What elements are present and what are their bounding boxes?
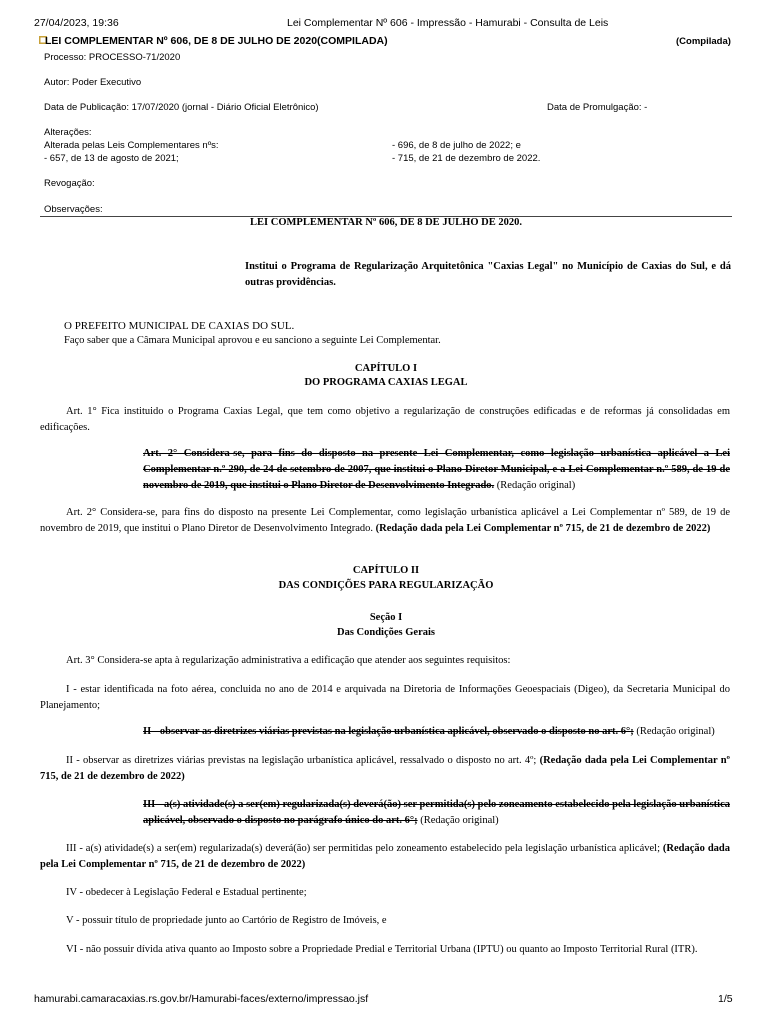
struck-text: III - a(s) atividade(s) a ser(em) regularizada(s) deverá(ão) ser permitida(s) pelo zoneamento estabelecido pela legislação urbanística aplicável, observado o disposto no parágrafo único do art. 6°;	[143, 799, 730, 826]
chapter-title: DAS CONDIÇÕES PARA REGULARIZAÇÃO	[278, 580, 494, 591]
inciso-1: I - estar identificada na foto aérea, concluida no ano de 2014 e arquivada na Diretoria de Informações Geoespaciais (Digeo), da Secretaria Municipal do Planejamento;	[40, 684, 730, 711]
inciso-text: III - a(s) atividade(s) a ser(em) regularizada(s) deverá(ão) ser permitidas pelo zoneamento estabelecido pela legislação urbanística aplicável;	[66, 843, 660, 854]
observacoes: Observações:	[44, 204, 103, 215]
redacao-note: (Redação dada pela Lei Complementar nº 715, de 21 de dezembro de 2022)	[375, 523, 711, 534]
print-url: hamurabi.camaracaxias.rs.gov.br/Hamurabi-faces/externo/impressao.jsf	[34, 993, 369, 1005]
chapter-title: DO PROGRAMA CAXIAS LEGAL	[304, 377, 468, 388]
inciso-3	[40, 841, 730, 873]
prefeito: O PREFEITO MUNICIPAL DE CAXIAS DO SUL.	[64, 320, 295, 332]
article-text: Art. 2° Considera-se, para fins do disposto na presente Lei Complementar, como legislação urbanística aplicável a Lei Complementar nº 589, de 19 de novembro de 2019, que institui o Plano Diretor de Desenvolvimento Integrado.	[40, 507, 730, 534]
article-2-original	[143, 446, 730, 494]
compiled-badge: (Compilada)	[676, 36, 731, 47]
alteracao-item: - 657, de 13 de agosto de 2021;	[44, 153, 179, 164]
document-title: LEI COMPLEMENTAR Nº 606, DE 8 DE JULHO DE 2020(COMPILADA)	[45, 35, 388, 47]
inciso-6: VI - não possuir dívida ativa quanto ao Imposto sobre a Propriedade Predial e Territorial Urbana (IPTU) ou quanto ao Imposto Territorial Rural (ITR).	[66, 944, 698, 955]
inciso-4: IV - obedecer à Legislação Federal e Estadual pertinente;	[66, 887, 307, 898]
revogacao: Revogação:	[44, 178, 95, 189]
section-number: Seção I	[369, 612, 403, 623]
print-page-number: 1/5	[718, 993, 733, 1005]
ementa: Institui o Programa de Regularização Arquitetônica "Caxias Legal" no Município de Caxias do Sul, e dá outras providências.	[245, 261, 731, 288]
faco-saber: Faço saber que a Câmara Municipal aprovou e eu sanciono a seguinte Lei Complementar.	[64, 335, 441, 346]
redacao-note: (Redação dada pela Lei Complementar nº 715, de 21 de dezembro de 2022)	[40, 755, 730, 782]
chapter-number: CAPÍTULO II	[352, 565, 420, 576]
alteracao-item: - 715, de 21 de dezembro de 2022.	[392, 153, 541, 164]
struck-text: Art. 2° Considera-se, para fins do disposto na presente Lei Complementar, como legislação urbanística aplicável a Lei Complementar n.º 290, de 24 de setembro de 2007, que institui o Plano Diretor Municipal, e a Lei Complementar n.º 589, de 19 de novembro de 2019, que institui o Plano Diretor de Desenvolvimento Integrado.	[143, 448, 730, 491]
print-datetime: 27/04/2023, 19:36	[34, 17, 119, 29]
struck-text: II - observar as diretrizes viárias previstas na legislação urbanística aplicável, observado o disposto no art. 6°;	[143, 726, 634, 737]
alteracoes-label: Alterações:	[44, 127, 92, 138]
alteracao-item: - 696, de 8 de julho de 2022; e	[392, 140, 521, 151]
article-2	[40, 505, 730, 537]
inciso-5: V - possuir título de propriedade junto ao Cartório de Registro de Imóveis, e	[66, 915, 387, 926]
processo: Processo: PROCESSO-71/2020	[44, 52, 181, 63]
inciso-2	[40, 753, 730, 785]
data-promulgacao: Data de Promulgação: -	[547, 102, 648, 113]
print-page-title: Lei Complementar Nº 606 - Impressão - Hamurabi - Consulta de Leis	[287, 17, 609, 29]
redacao-note: (Redação original)	[636, 726, 715, 737]
redacao-note: (Redação original)	[420, 815, 499, 826]
redacao-note: (Redação original)	[496, 480, 576, 491]
alteracoes-intro: Alterada pelas Leis Complementares nºs:	[44, 140, 219, 151]
article-3: Art. 3° Considera-se apta à regularização administrativa a edificação que atender aos seguintes requisitos:	[66, 655, 511, 666]
chapter-number: CAPÍTULO I	[354, 363, 418, 374]
section-title: Das Condições Gerais	[337, 627, 435, 638]
inciso-3-original	[143, 797, 730, 829]
autor: Autor: Poder Executivo	[44, 77, 142, 88]
inciso-text: II - observar as diretrizes viárias previstas na legislação urbanística aplicável, ressalvado o disposto no art. 4º;	[66, 755, 537, 766]
article-1: Art. 1° Fica instituido o Programa Caxias Legal, que tem como objetivo a regularização de construções edificadas e de reformas já consolidadas em edificações.	[40, 406, 730, 433]
redacao-note: (Redação dada pela Lei Complementar nº 715, de 21 de dezembro de 2022)	[40, 843, 730, 870]
law-heading: LEI COMPLEMENTAR Nº 606, DE 8 DE JULHO DE 2020.	[250, 217, 522, 228]
data-publicacao: Data de Publicação: 17/07/2020 (jornal - Diário Oficial Eletrônico)	[44, 102, 319, 113]
inciso-2-original	[143, 724, 730, 740]
